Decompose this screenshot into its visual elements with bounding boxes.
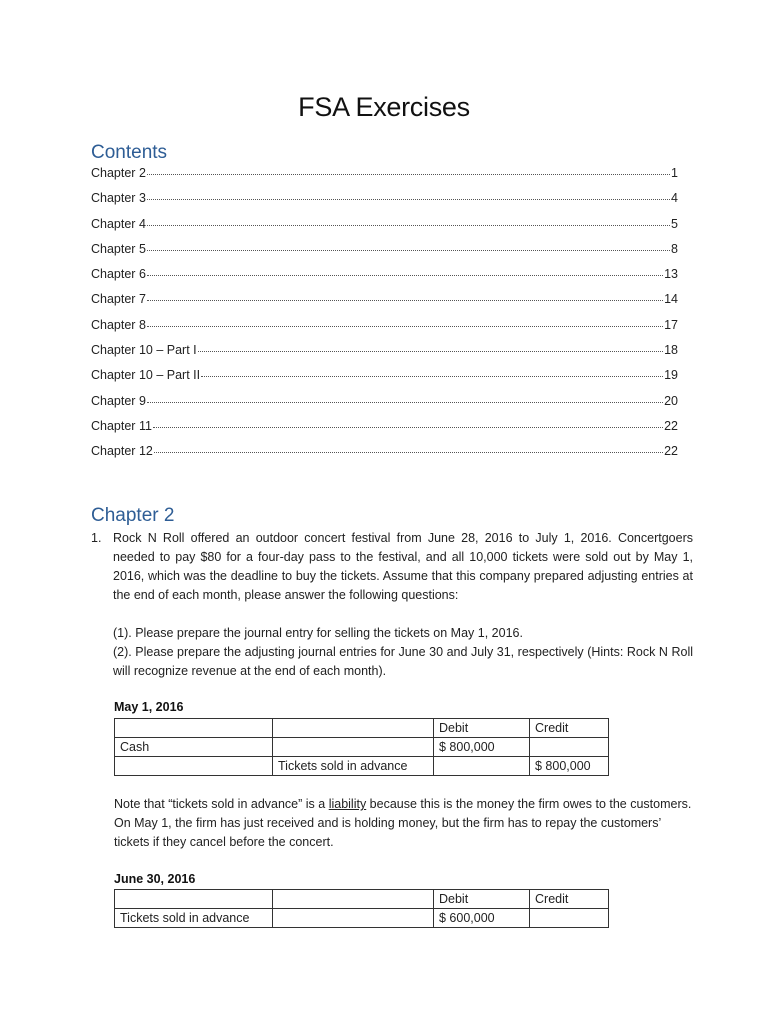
toc-item-page: 5 xyxy=(671,216,678,231)
table-of-contents xyxy=(91,166,678,470)
liability-note xyxy=(114,795,694,852)
table-cell: $ 800,000 xyxy=(434,738,530,757)
toc-leader xyxy=(147,199,670,200)
contents-heading: Contents xyxy=(91,142,168,163)
toc-item[interactable] xyxy=(91,343,678,368)
toc-item[interactable] xyxy=(91,166,678,191)
table-cell xyxy=(434,757,530,776)
note-text-after: because this is the money the firm owes to the customers. On May 1, the firm has just received and is holding money, but the firm has to repay the customers’ tickets if they cancel before the concert. xyxy=(114,797,692,849)
question-part-1: (1). Please prepare the journal entry for selling the tickets on May 1, 2016. xyxy=(113,626,523,640)
toc-item-page: 8 xyxy=(671,241,678,256)
table-1-date-label: May 1, 2016 xyxy=(114,700,184,714)
note-text-before: Note that “tickets sold in advance” is a xyxy=(114,797,329,811)
toc-item-label: Chapter 10 – Part II xyxy=(91,368,201,383)
toc-item[interactable] xyxy=(91,242,678,267)
toc-leader xyxy=(198,351,663,352)
question-part-2: (2). Please prepare the adjusting journal entries for June 30 and July 31, respectively (Hints: Rock N Roll will recognize revenue at the end of each month). xyxy=(113,645,693,678)
toc-item[interactable] xyxy=(91,267,678,292)
journal-table-june-30 xyxy=(114,889,609,928)
toc-leader xyxy=(147,174,670,175)
toc-item-label: Chapter 12 xyxy=(91,444,153,459)
table-cell: $ 600,000 xyxy=(434,909,530,928)
table-cell xyxy=(115,757,273,776)
table-row xyxy=(115,757,609,776)
toc-item[interactable] xyxy=(91,318,678,343)
table-2-date-label: June 30, 2016 xyxy=(114,872,196,886)
table-cell xyxy=(273,890,434,909)
debit-header: Debit xyxy=(434,719,530,738)
toc-item-page: 14 xyxy=(664,292,678,307)
table-row xyxy=(115,738,609,757)
table-cell xyxy=(530,738,609,757)
table-cell: Tickets sold in advance xyxy=(273,757,434,776)
toc-leader xyxy=(147,250,670,251)
table-cell: Tickets sold in advance xyxy=(115,909,273,928)
table-cell xyxy=(115,890,273,909)
toc-item-label: Chapter 3 xyxy=(91,191,146,206)
toc-item[interactable] xyxy=(91,394,678,419)
question-text: Rock N Roll offered an outdoor concert festival from June 28, 2016 to July 1, 2016. Concertgoers needed to pay $80 for a four-day pass to the festival, and all 10,000 tickets were sold out by May 1, 2016, which was the deadline to buy the tickets. Assume that this company prepared adjusting entries at the end of each month, please answer the following questions: xyxy=(113,531,693,602)
table-cell: Cash xyxy=(115,738,273,757)
toc-item-page: 22 xyxy=(664,418,678,433)
toc-item[interactable] xyxy=(91,292,678,317)
toc-leader xyxy=(153,427,663,428)
toc-leader xyxy=(147,300,663,301)
table-cell xyxy=(273,738,434,757)
credit-header: Credit xyxy=(530,719,609,738)
toc-item[interactable] xyxy=(91,368,678,393)
toc-item-page: 1 xyxy=(671,166,678,180)
journal-table-may-1 xyxy=(114,718,609,776)
question-1 xyxy=(91,529,693,681)
toc-leader xyxy=(154,452,663,453)
toc-item-label: Chapter 2 xyxy=(91,166,146,180)
toc-item-page: 13 xyxy=(664,267,678,282)
toc-item-label: Chapter 7 xyxy=(91,292,146,307)
toc-item-page: 19 xyxy=(664,368,678,383)
toc-leader xyxy=(147,275,663,276)
toc-item-label: Chapter 8 xyxy=(91,317,146,332)
toc-item-page: 4 xyxy=(671,191,678,206)
toc-item-page: 18 xyxy=(664,343,678,358)
table-header-row xyxy=(115,890,609,909)
document-title: FSA Exercises xyxy=(298,92,470,122)
debit-header: Debit xyxy=(434,890,530,909)
table-cell xyxy=(115,719,273,738)
toc-leader xyxy=(201,376,663,377)
toc-item[interactable] xyxy=(91,217,678,242)
toc-item-page: 22 xyxy=(664,444,678,459)
table-cell xyxy=(273,909,434,928)
table-cell xyxy=(530,909,609,928)
toc-item-label: Chapter 6 xyxy=(91,267,146,282)
toc-item-page: 17 xyxy=(664,317,678,332)
credit-header: Credit xyxy=(530,890,609,909)
table-header-row xyxy=(115,719,609,738)
toc-leader xyxy=(147,402,663,403)
toc-item[interactable] xyxy=(91,191,678,216)
toc-item-label: Chapter 11 xyxy=(91,418,152,433)
toc-item-label: Chapter 10 – Part I xyxy=(91,343,197,358)
toc-item-label: Chapter 9 xyxy=(91,393,146,408)
toc-item-page: 20 xyxy=(664,393,678,408)
toc-item[interactable] xyxy=(91,419,678,444)
table-cell xyxy=(273,719,434,738)
toc-leader xyxy=(147,225,670,226)
table-row xyxy=(115,909,609,928)
chapter-2-heading: Chapter 2 xyxy=(91,505,175,526)
question-number: 1. xyxy=(91,531,102,545)
toc-item-label: Chapter 4 xyxy=(91,216,146,231)
toc-item-label: Chapter 5 xyxy=(91,241,146,256)
liability-link[interactable]: liability xyxy=(328,797,367,811)
toc-leader xyxy=(147,326,663,327)
toc-item[interactable] xyxy=(91,444,678,469)
table-cell: $ 800,000 xyxy=(530,757,609,776)
